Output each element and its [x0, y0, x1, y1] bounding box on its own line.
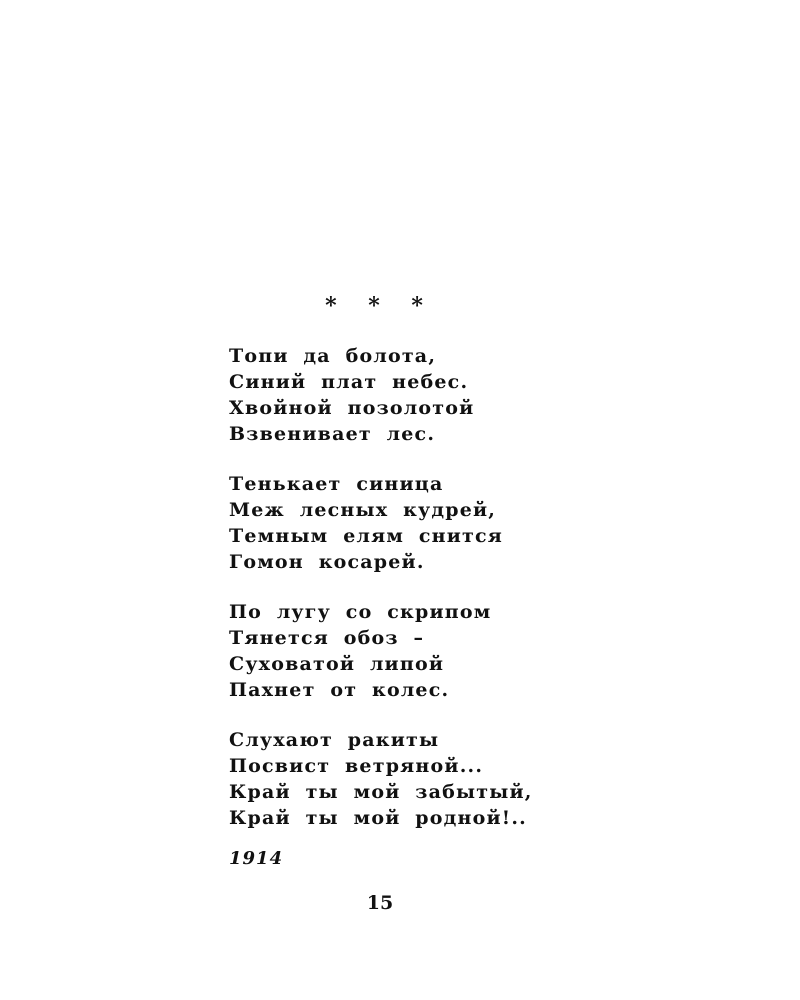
poem-line: Суховатой липой — [229, 653, 445, 675]
poem-line: Темным елям снится — [229, 525, 503, 547]
poem-line: Хвойной позолотой — [229, 397, 475, 419]
stanza — [229, 343, 533, 447]
poem-line: Слухают ракиты — [229, 729, 440, 751]
stanza — [229, 599, 533, 703]
poem-line: Тенькает синица — [229, 473, 444, 495]
poem — [229, 343, 533, 855]
poem-line: Пахнет от колес. — [229, 679, 450, 701]
stanza — [229, 471, 533, 575]
poem-line: Посвист ветряной... — [229, 755, 484, 777]
stanza — [229, 727, 533, 831]
poem-line: Взвенивает лес. — [229, 423, 436, 445]
poem-line: По лугу со скрипом — [229, 601, 492, 623]
poem-line: Меж лесных кудрей, — [229, 499, 497, 521]
poem-line: Гомон косарей. — [229, 551, 425, 573]
poem-line: Край ты мой родной!.. — [229, 807, 527, 829]
poem-line: Синий плат небес. — [229, 371, 469, 393]
page-number: 15 — [366, 892, 394, 914]
poem-line: Край ты мой забытый, — [229, 781, 533, 803]
stanza-separator: * * * — [325, 293, 435, 319]
poem-line: Топи да болота, — [229, 345, 437, 367]
poem-date: 1914 — [229, 848, 284, 869]
poem-line: Тянется обоз – — [229, 627, 425, 649]
